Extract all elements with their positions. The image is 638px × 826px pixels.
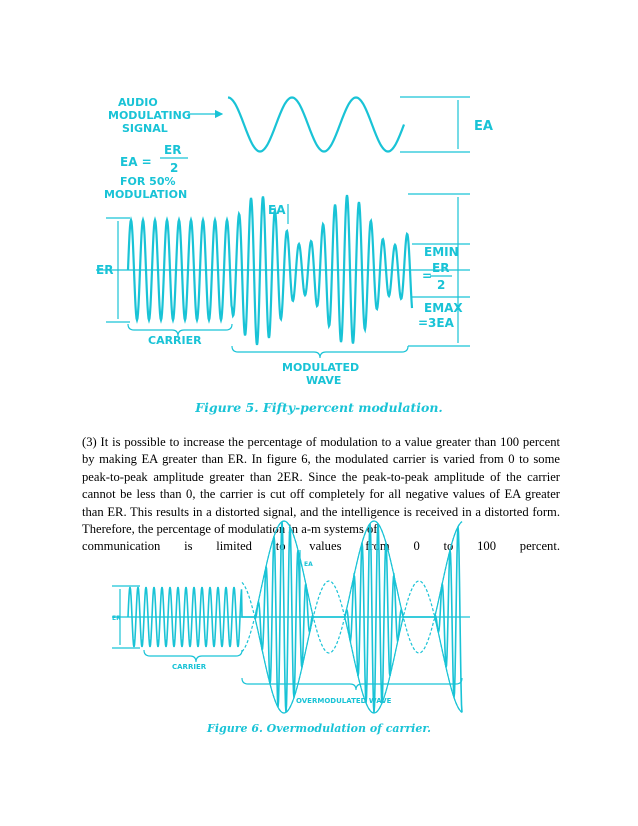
paragraph-body: (3) It is possible to increase the percentage of modulation to a value greater than 100 percent by making EA greater than ER. In figure 6, the modulated carrier is varied from 0 to some peak-to-peak amplitude greater than 2ER. Since the peak-to-peak amplitude of the carrier cannot be less than 0, the carrier is cut off completely for all negative values of EA greater than ER. This results in a distorted signal, and the intelligence is received in a distorted form. Therefore, the percentage of modulation in a-m systems of: [82, 435, 560, 537]
formula-numerator: ER: [164, 143, 182, 157]
figure-6-caption: Figure 6. Overmodulation of carrier.: [207, 722, 431, 735]
body-paragraph: [82, 434, 560, 556]
er-label: ER: [96, 263, 114, 277]
carrier6-bracket: [144, 650, 242, 662]
carrier6-label: CARRIER: [172, 663, 207, 671]
for-50-label: FOR 50%: [120, 175, 176, 188]
emin-formula-numerator: ER: [432, 261, 450, 275]
modulated-wave-bracket: [232, 346, 408, 358]
overmodulated-bracket: [242, 678, 462, 690]
emin-label: EMIN: [424, 245, 459, 259]
er6-label: ER: [112, 615, 121, 622]
modulation-label: MODULATION: [104, 188, 188, 201]
formula-lhs: EA =: [120, 155, 152, 169]
audio-modulating-signal-wave: [228, 98, 404, 152]
formula-denominator: 2: [170, 161, 179, 175]
audio-label-line-1: AUDIO: [118, 96, 158, 109]
ea-label-right: EA: [474, 119, 493, 134]
emax-label: EMAX: [424, 301, 463, 315]
paragraph-last-line: communication is limited to values from 0 to 100 percent.: [82, 539, 560, 554]
figure-6: [0, 540, 638, 750]
carrier-label: CARRIER: [148, 334, 202, 347]
emax-value-label: =3EA: [418, 316, 454, 330]
ea-label-mid: EA: [268, 203, 286, 217]
emin-formula-lhs: =: [422, 269, 433, 283]
ea6-label: EA: [304, 561, 313, 568]
overmodulated-label: OVERMODULATED WAVE: [296, 697, 392, 705]
audio-label-line-2: MODULATING: [108, 109, 191, 122]
figure-5-caption: Figure 5. Fifty-percent modulation.: [195, 400, 443, 415]
audio-label-line-3: SIGNAL: [122, 122, 168, 135]
modulated-label: MODULATED: [282, 361, 360, 374]
wave-label: WAVE: [306, 374, 342, 387]
figure-5: [0, 0, 638, 400]
emin-formula-denominator: 2: [437, 278, 446, 292]
